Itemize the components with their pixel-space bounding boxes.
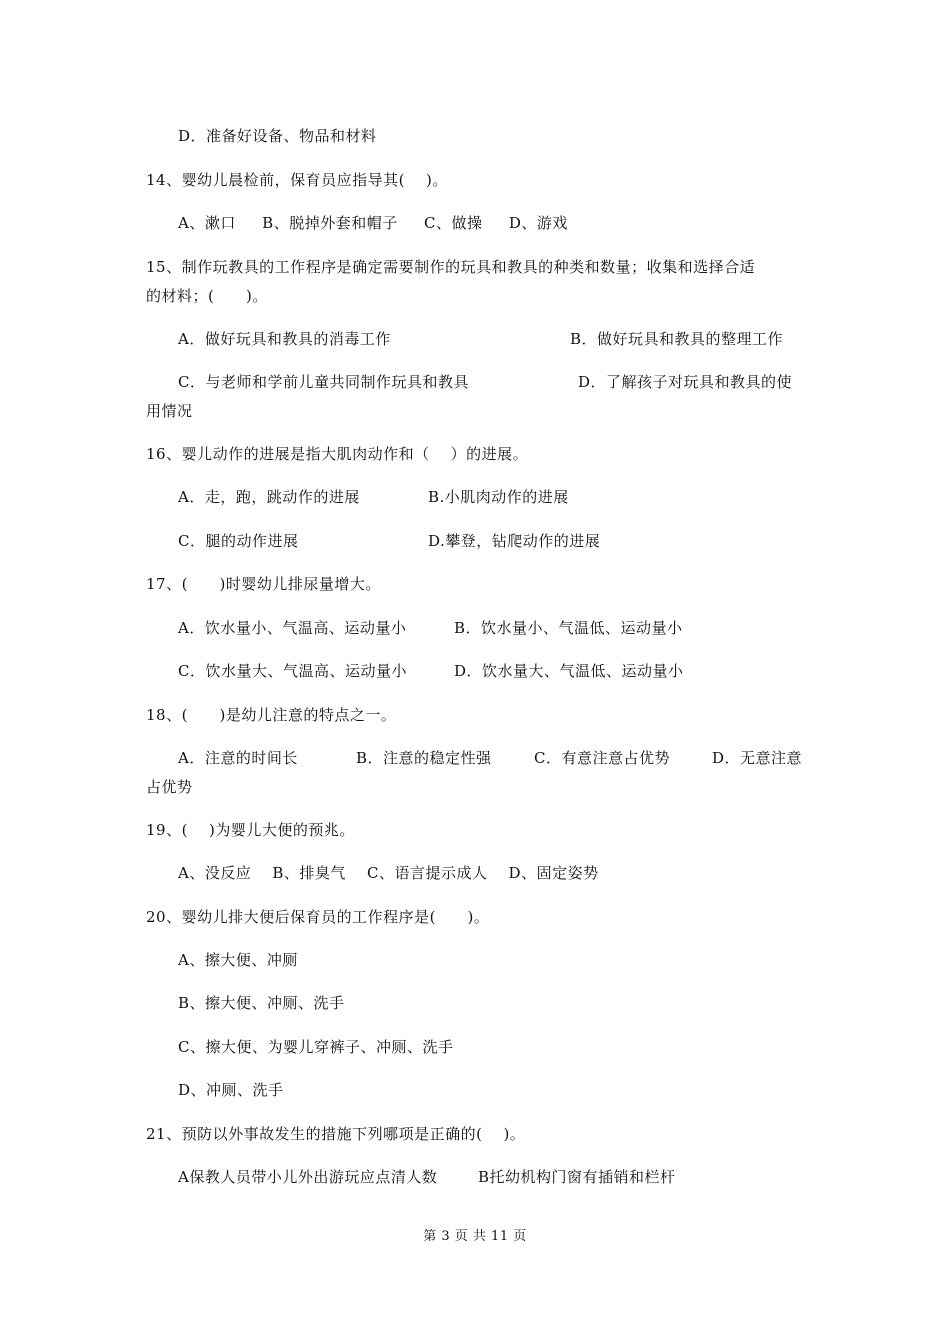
- question-15-option-c: C．与老师和学前儿童共同制作玩具和教具: [178, 373, 469, 391]
- question-15-option-b: B．做好玩具和教具的整理工作: [570, 330, 784, 348]
- question-19-options: A、没反应 B、排臭气 C、语言提示成人 D、固定姿势: [178, 864, 599, 882]
- question-20-option-c: C、擦大便、为婴儿穿裤子、冲厕、洗手: [178, 1038, 454, 1056]
- question-15: 15、制作玩教具的工作程序是确定需要制作的玩具和教具的种类和数量；收集和选择合适: [146, 258, 756, 276]
- line-option-d: D．准备好设备、物品和材料: [178, 127, 377, 145]
- question-18: 18、( )是幼儿注意的特点之一。: [146, 706, 397, 724]
- question-17: 17、( )时婴幼儿排尿量增大。: [146, 575, 381, 593]
- question-16-option-a: A．走，跑，跳动作的进展: [178, 488, 360, 506]
- question-17-option-b: B．饮水量小、气温低、运动量小: [454, 619, 683, 637]
- question-21-option-a: A保教人员带小儿外出游玩应点清人数: [178, 1168, 438, 1186]
- question-18-option-c: C．有意注意占优势: [534, 749, 670, 767]
- question-21: 21、预防以外事故发生的措施下列哪项是正确的( )。: [146, 1125, 526, 1143]
- question-21-option-b: B托幼机构门窗有插销和栏杆: [478, 1168, 676, 1186]
- page-footer: 第 3 页 共 11 页: [423, 1229, 527, 1244]
- question-20-option-b: B、擦大便、冲厕、洗手: [178, 994, 345, 1012]
- question-19: 19、( )为婴儿大便的预兆。: [146, 821, 355, 839]
- question-16-option-c: C．腿的动作进展: [178, 532, 299, 550]
- question-20: 20、婴幼儿排大便后保育员的工作程序是( )。: [146, 908, 490, 926]
- question-16-option-b: B.小肌肉动作的进展: [428, 488, 569, 506]
- question-18-option-d: D．无意注意: [712, 749, 803, 767]
- question-14: 14、婴幼儿晨检前，保育员应指导其( )。: [146, 171, 448, 189]
- question-15-option-d: D．了解孩子对玩具和教具的使: [578, 373, 793, 391]
- question-17-option-d: D．饮水量大、气温低、运动量小: [454, 662, 684, 680]
- question-16: 16、婴儿动作的进展是指大肌肉动作和（ ）的进展。: [146, 445, 529, 463]
- question-15-option-a: A．做好玩具和教具的消毒工作: [178, 330, 391, 348]
- question-18-option-d-cont: 占优势: [146, 778, 193, 796]
- question-14-options: A、漱口 B、脱掉外套和帽子 C、做操 D、游戏: [178, 214, 568, 232]
- question-20-option-d: D、冲厕、洗手: [178, 1081, 284, 1099]
- question-16-option-d: D.攀登，钻爬动作的进展: [428, 532, 601, 550]
- question-20-option-a: A、擦大便、冲厕: [178, 951, 298, 969]
- question-18-option-b: B．注意的稳定性强: [356, 749, 492, 767]
- question-18-option-a: A．注意的时间长: [178, 749, 298, 767]
- question-15-option-d-cont: 用情况: [146, 402, 193, 420]
- question-17-option-c: C．饮水量大、气温高、运动量小: [178, 662, 407, 680]
- question-17-option-a: A．饮水量小、气温高、运动量小: [178, 619, 407, 637]
- question-15-cont: 的材料；( )。: [146, 287, 268, 305]
